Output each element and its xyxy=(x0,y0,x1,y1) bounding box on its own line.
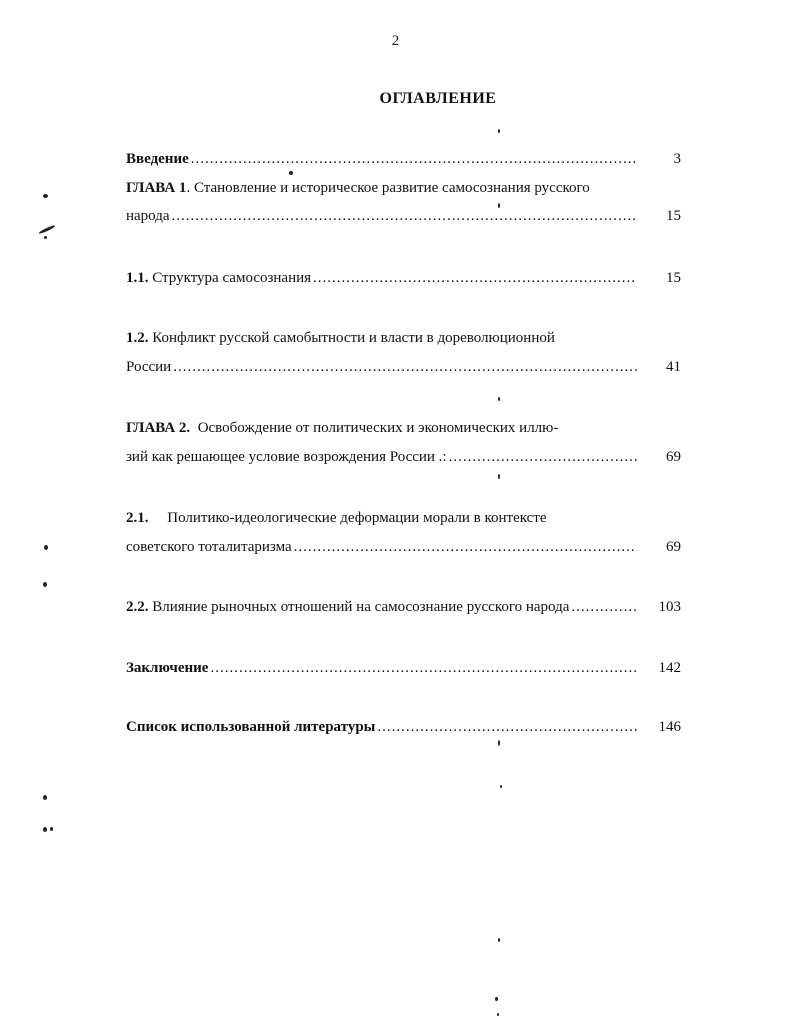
dot-leader xyxy=(313,270,637,287)
toc-entry-label: Влияние рыночных отношений на самосознание русского народа xyxy=(148,599,570,615)
dot-leader xyxy=(191,151,637,168)
toc-entry-label: Список использованной литературы xyxy=(126,719,376,735)
toc-title: ОГЛАВЛЕНИЕ xyxy=(379,90,497,107)
toc-entry-label: Освобождение от политических и экономических иллю- xyxy=(190,420,559,436)
toc-entry-label: Введение xyxy=(126,151,189,167)
toc-entry-label-continued: народа xyxy=(126,208,170,224)
toc-entry-label-continued: зий как решающее условие возрождения России .: xyxy=(126,449,447,465)
toc-entry-conclusion xyxy=(126,660,681,680)
chapter-number: ГЛАВА 1 xyxy=(126,180,187,196)
toc-entry-label: . Становление и историческое развитие самосознания русского xyxy=(186,180,590,196)
dot-leader xyxy=(377,719,637,736)
toc-entry-page: 15 xyxy=(666,270,681,286)
toc-entry-chapter-1 xyxy=(126,180,681,228)
section-number: 2.1. xyxy=(126,510,149,526)
toc-entry-page: 142 xyxy=(658,660,681,676)
toc-entry-page: 15 xyxy=(666,208,681,224)
dot-leader xyxy=(449,449,637,466)
toc-entry-label: Заключение xyxy=(126,660,209,676)
dot-leader xyxy=(294,539,637,556)
toc-entry-page: 41 xyxy=(666,359,681,375)
section-number: 1.1. xyxy=(126,270,149,286)
toc-entry-label: Конфликт русской самобытности и власти в дореволюционной xyxy=(148,330,555,346)
toc-entry-section-2-2 xyxy=(126,599,681,619)
chapter-number: ГЛАВА 2. xyxy=(126,420,191,436)
dot-leader xyxy=(210,660,637,677)
toc-entry-page: 69 xyxy=(666,539,681,555)
toc-entry-chapter-2 xyxy=(126,420,681,469)
toc-entry-label-continued: советского тоталитаризма xyxy=(126,539,292,555)
toc-entry-section-2-1 xyxy=(126,510,681,559)
toc-entry-label: Структура самосознания xyxy=(148,270,312,286)
toc-entry-page: 69 xyxy=(666,449,681,465)
toc-entry-page: 103 xyxy=(658,599,681,615)
section-number: 2.2. xyxy=(126,599,149,615)
section-number: 1.2. xyxy=(126,330,149,346)
page-number: 2 xyxy=(391,33,400,49)
dot-leader xyxy=(571,599,637,616)
toc-entry-bibliography xyxy=(126,719,681,739)
toc-entry-page: 3 xyxy=(673,151,681,167)
toc-entry-label-continued: России xyxy=(126,359,172,375)
toc-entry-label: Политико-идеологические деформации морали в контексте xyxy=(148,510,547,526)
dot-leader xyxy=(173,359,637,376)
toc-entry-section-1-1 xyxy=(126,270,681,290)
toc-entry-section-1-2 xyxy=(126,330,681,379)
toc-entry-page: 146 xyxy=(658,719,681,735)
toc-entry-introduction xyxy=(126,151,681,171)
dot-leader xyxy=(172,208,637,225)
